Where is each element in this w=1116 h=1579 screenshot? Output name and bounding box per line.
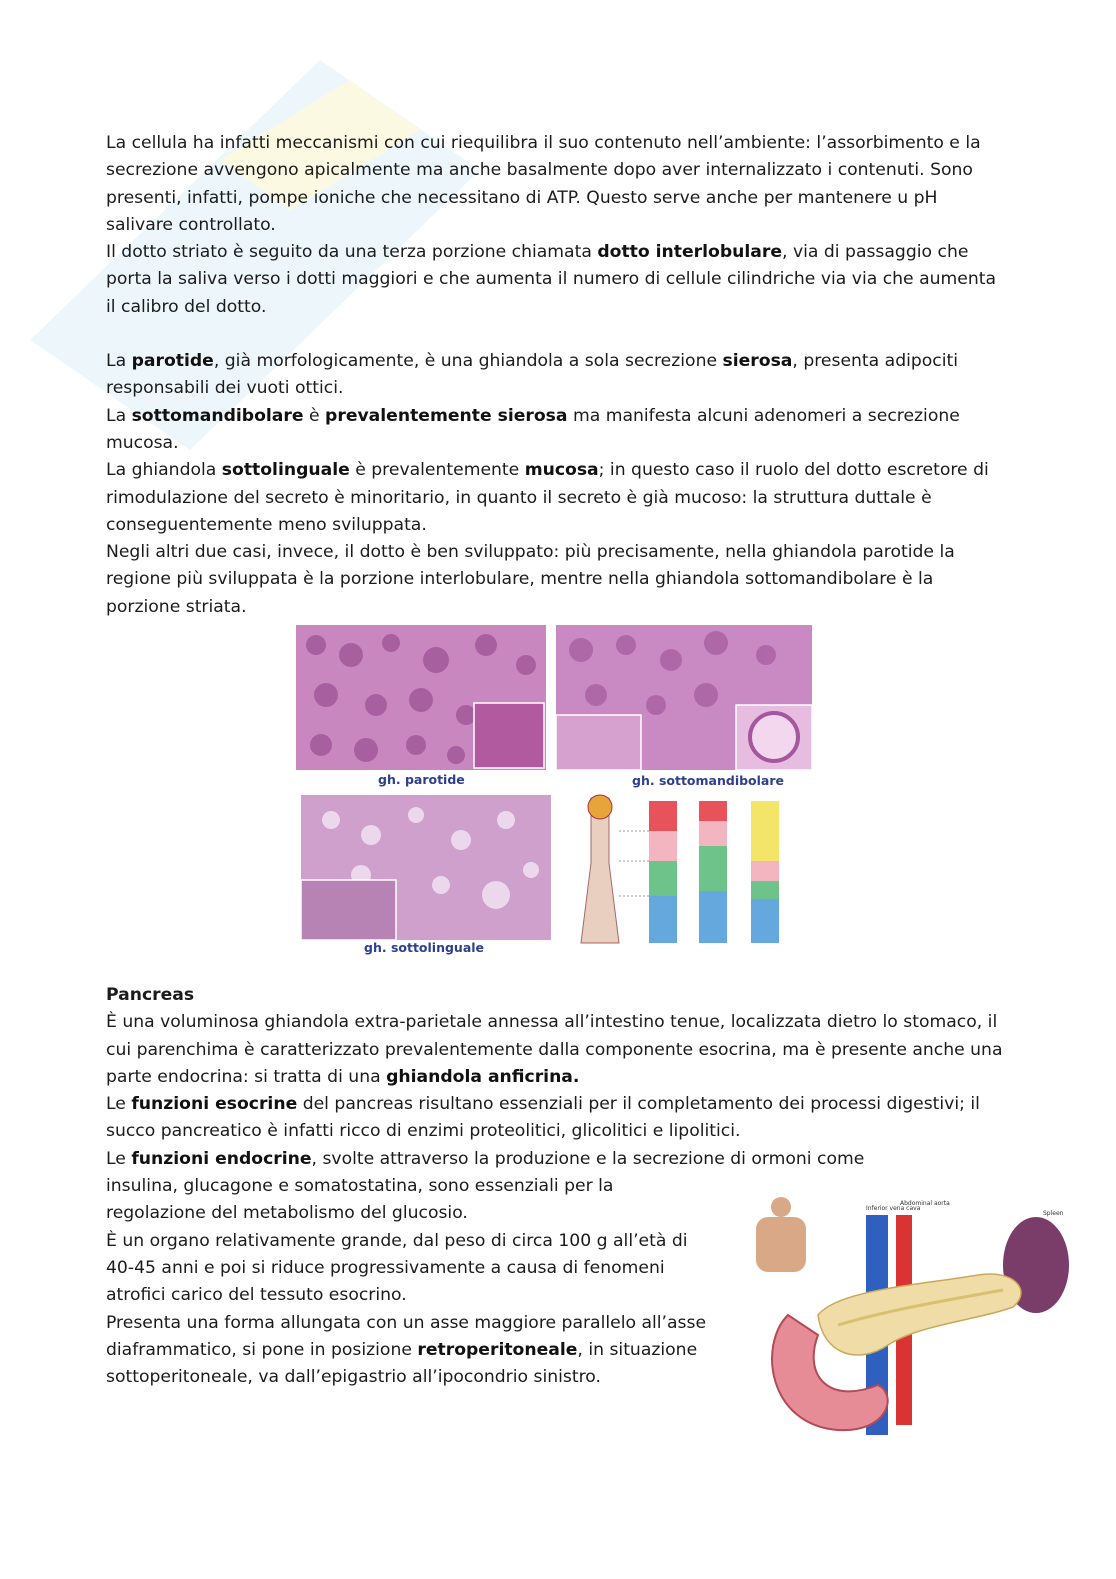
text-run: , già morfologicamente, è una ghiandola a sola secrezione [213,351,723,372]
text-run: Le [106,1094,132,1115]
paragraph [106,1091,1006,1146]
bold-term: prevalentemente sierosa [325,405,568,426]
text-run: ma manifesta alcuni adenomeri a secrezione mucosa. [106,405,960,453]
bold-term: sottolinguale [221,460,350,481]
text-run: del pancreas risultano essenziali per il completamento dei processi digestivi; il succo pancreatico è infatti ricco di enzimi proteolitici, glicolitici e lipolitici. [106,1094,980,1142]
paragraph [106,457,1006,539]
text-run: La [106,351,132,372]
text-run: ; in questo caso il ruolo del dotto escretore di rimodulazione del secreto è minoritario, in quanto il secreto è già mucoso: la struttura duttale è conseguentemente meno sviluppata. [106,460,989,535]
text-run: Le [106,1148,132,1169]
paragraph [106,1228,716,1310]
sottolinguale-histology-image [301,795,551,940]
document-body [106,130,1006,621]
bold-term: funzioni endocrine [131,1148,312,1169]
paragraph [106,539,1006,621]
salivary-glands-figure [296,625,816,960]
parotide-histology-image [296,625,546,770]
paragraph [106,1009,1006,1091]
text-run: è prevalentemente [349,460,525,481]
bold-term: sottomandibolare [131,405,304,426]
bold-term: funzioni esocrine [131,1094,298,1115]
sottomandibolare-histology-image [556,625,812,770]
text-run: Il dotto striato è seguito da una terza porzione chiamata [106,242,598,263]
text-run: La ghiandola [106,460,222,481]
glands-text [106,348,1006,621]
bold-term: parotide [131,351,214,372]
svg-text:Inferior vena cava: Inferior vena cava [866,1205,921,1212]
pancreas-heading: Pancreas [106,985,195,1005]
text-run: , svolte attraverso la produzione e la secrezione di ormoni come [311,1148,865,1169]
text-run: È un organo relativamente grande, dal peso di circa 100 g all’età di 40-45 anni e poi si riduce progressivamente a causa di fenomeni atrofici carico del tessuto esocrino. [106,1230,688,1306]
bold-term: dotto interlobulare [597,242,783,263]
bold-term: sierosa [722,351,793,372]
svg-text:Abdominal aorta: Abdominal aorta [900,1200,950,1207]
bold-term: retroperitoneale [417,1339,578,1360]
text-run: , in situazione sottoperitoneale, va dall’epigastrio all’ipocondrio sinistro. [106,1339,698,1388]
caption-parotide: gh. parotide [378,772,465,787]
caption-sottomandibolare: gh. sottomandibolare [632,773,785,788]
paragraph [106,348,1006,403]
text-run: È una voluminosa ghiandola extra-parietale annessa all’intestino tenue, localizzata dietro lo stomaco, il cui parenchima è caratterizzato prevalentemente dalla componente esocrina, ma è presente anche una parte endocrina: si tratta di una [106,1012,1003,1087]
intro-text [106,130,1006,321]
text-run: La cellula ha infatti meccanismi con cui riequilibra il suo contenuto nell’ambiente: l’assorbimento e la secrezione avvengono apicalmente ma anche basalmente dopo aver internalizzato i contenuti. Sono presenti, infatti, pompe ioniche che necessitano di ATP. Questo serve anche per mantenere u pH salivare controllato. [106,133,981,235]
bold-term: mucosa [524,460,599,481]
paragraph [106,239,1006,321]
text-run: Negli altri due casi, invece, il dotto è ben sviluppato: più precisamente, nella ghiandola parotide la regione più sviluppata è la porzione interlobulare, mentre nella ghiandola sottomandibolare è la porzione striata. [106,542,955,617]
pancreas-text-narrow [106,1173,716,1391]
paragraph [106,1173,716,1228]
pancreas-anatomy-illustration [748,1195,1073,1450]
text-run: Presenta una forma allungata con un asse maggiore parallelo all’asse diaframmatico, si pone in posizione [106,1312,707,1360]
paragraph [106,403,1006,458]
paragraph [106,1310,716,1392]
text-run: La [106,405,132,426]
caption-sottolinguale: gh. sottolinguale [364,940,485,955]
paragraph [106,1146,1006,1173]
pancreas-text-wide [106,1009,1006,1173]
paragraph [106,130,1006,239]
duct-diagram-image [579,793,814,958]
bold-term: ghiandola anficrina. [386,1066,580,1087]
text-run: è [303,405,326,426]
text-run: insulina, glucagone e somatostatina, sono essenziali per la regolazione del metabolismo del glucosio. [106,1176,614,1224]
svg-text:Spleen: Spleen [1043,1210,1064,1217]
text-run: , via di passaggio che porta la saliva verso i dotti maggiori e che aumenta il numero di cellule cilindriche via via che aumenta il calibro del dotto. [106,242,996,317]
text-run: , presenta adipociti responsabili dei vuoti ottici. [106,351,959,399]
